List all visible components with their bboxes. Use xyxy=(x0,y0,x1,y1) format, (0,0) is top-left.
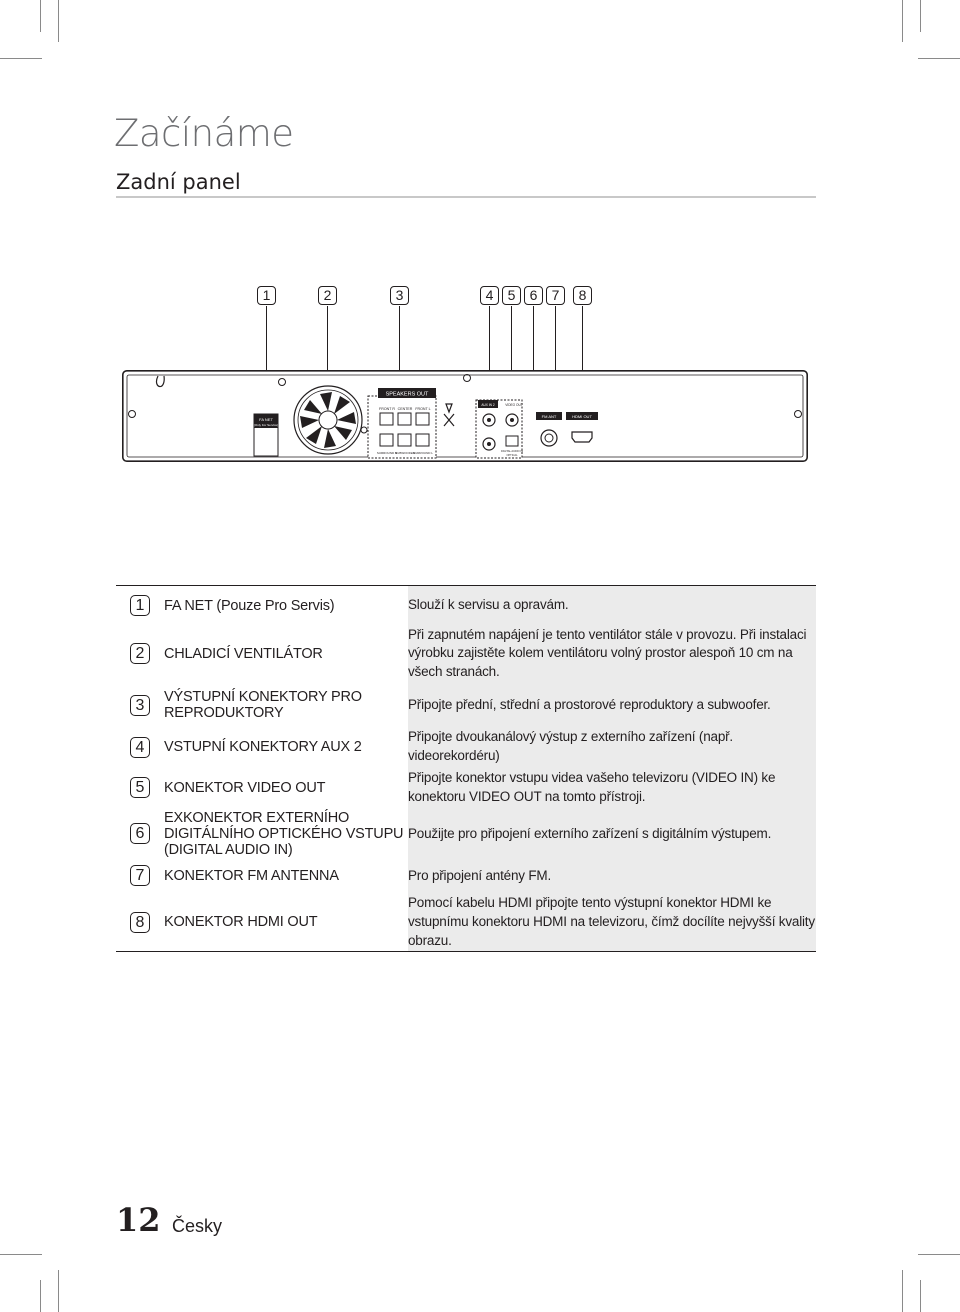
fa-net-note: (Only For Service) xyxy=(253,423,279,427)
connector-description: Připojte přední, střední a prostorové reproduktory a subwoofer. xyxy=(408,682,816,728)
crop-mark xyxy=(58,0,59,42)
callout-6: 6 xyxy=(524,286,543,305)
connector-name: CHLADICÍ VENTILÁTOR xyxy=(164,645,323,662)
cooling-fan xyxy=(294,386,362,454)
rear-panel-illustration xyxy=(122,370,808,462)
optical-label: OPTICAL xyxy=(506,454,518,457)
crop-mark xyxy=(902,1270,903,1312)
callout-5: 5 xyxy=(502,286,521,305)
crop-mark xyxy=(920,1280,921,1312)
connector-name: EXKONEKTOR EXTERNÍHO DIGITÁLNÍHO OPTICKÉHO VSTUPU (DIGITAL AUDIO IN) xyxy=(164,809,404,858)
row-number: 3 xyxy=(130,695,150,716)
table-row xyxy=(116,682,816,728)
row-number: 2 xyxy=(130,643,150,664)
fm-ant-label: FM ANT xyxy=(541,414,557,419)
connector-table xyxy=(116,585,816,952)
connector-description: Při zapnutém napájení je tento ventilátor stále v provozu. Při instalaci výrobku zajistěte kolem ventilátoru volný prostor alespoň 10 cm na všech stranách. xyxy=(408,626,816,683)
hdmi-out-label: HDMI OUT xyxy=(572,414,592,419)
connector-name: KONEKTOR FM ANTENNA xyxy=(164,867,339,884)
table-row xyxy=(116,894,816,951)
callout-7: 7 xyxy=(546,286,565,305)
section-title: Zadní panel xyxy=(116,170,241,194)
connector-name: KONEKTOR VIDEO OUT xyxy=(164,779,326,796)
crop-mark xyxy=(40,1280,41,1312)
section-rule xyxy=(116,196,816,198)
front-r-label: FRONT R xyxy=(379,407,395,411)
row-number: 7 xyxy=(130,865,150,886)
callout-4: 4 xyxy=(480,286,499,305)
connector-description: Slouží k servisu a opravám. xyxy=(408,586,816,626)
page-title: Začínáme xyxy=(114,112,294,155)
row-number: 8 xyxy=(130,912,150,933)
connector-description: Pomocí kabelu HDMI připojte tento výstupní konektor HDMI ke vstupnímu konektoru HDMI na televizoru, čímž docílíte nejvyšší kvality obrazu. xyxy=(408,894,816,951)
connector-name: FA NET (Pouze Pro Servis) xyxy=(164,597,335,614)
callout-1: 1 xyxy=(257,286,276,305)
digital-audio-in-label: DIGITAL AUDIO IN xyxy=(501,450,523,453)
connector-description: Připojte konektor vstupu videa vašeho televizoru (VIDEO IN) ke konektoru VIDEO OUT na tomto přístroji. xyxy=(408,766,816,810)
table-row xyxy=(116,626,816,683)
fa-net-label: FA NET xyxy=(259,417,273,422)
table-row xyxy=(116,858,816,894)
crop-mark xyxy=(40,0,41,32)
crop-mark xyxy=(918,1254,960,1255)
crop-mark xyxy=(918,58,960,59)
crop-mark xyxy=(902,0,903,42)
crop-mark xyxy=(920,0,921,32)
connector-name: VSTUPNÍ KONEKTORY AUX 2 xyxy=(164,739,362,756)
row-number: 4 xyxy=(130,737,150,758)
connector-description: Pro připojení antény FM. xyxy=(408,858,816,894)
callout-8: 8 xyxy=(573,286,592,305)
row-number: 6 xyxy=(130,823,150,844)
connector-description: Připojte dvoukanálový výstup z externího zařízení (např. videorekordéru) xyxy=(408,728,816,766)
row-number: 1 xyxy=(130,595,150,616)
callout-row xyxy=(0,286,960,306)
video-out-label: VIDEO OUT xyxy=(505,403,523,407)
crop-mark xyxy=(0,58,42,59)
connector-name: VÝSTUPNÍ KONEKTORY PRO REPRODUKTORY xyxy=(164,689,362,722)
crop-mark xyxy=(0,1254,42,1255)
table-row xyxy=(116,728,816,766)
connector-name: KONEKTOR HDMI OUT xyxy=(164,914,318,931)
connector-description: Použijte pro připojení externího zařízení s digitálním výstupem. xyxy=(408,810,816,858)
callout-3: 3 xyxy=(390,286,409,305)
crop-mark xyxy=(58,1270,59,1312)
table-row xyxy=(116,586,816,626)
table-row xyxy=(116,810,816,858)
table-row xyxy=(116,766,816,810)
page-language: Česky xyxy=(172,1216,223,1236)
surround-r-label: SURROUND R xyxy=(376,451,398,455)
aux-in-label: AUX IN 2 xyxy=(481,403,495,407)
page-number: 12 xyxy=(116,1201,161,1239)
row-number: 5 xyxy=(130,777,150,798)
center-label: CENTER xyxy=(397,407,413,411)
front-l-label: FRONT L xyxy=(415,407,431,411)
surround-l-label: SURROUND L xyxy=(413,451,433,455)
callout-2: 2 xyxy=(318,286,337,305)
speakers-out-label: SPEAKERS OUT xyxy=(385,391,429,398)
subwoofer-label: SUBWOOFER xyxy=(395,451,415,455)
